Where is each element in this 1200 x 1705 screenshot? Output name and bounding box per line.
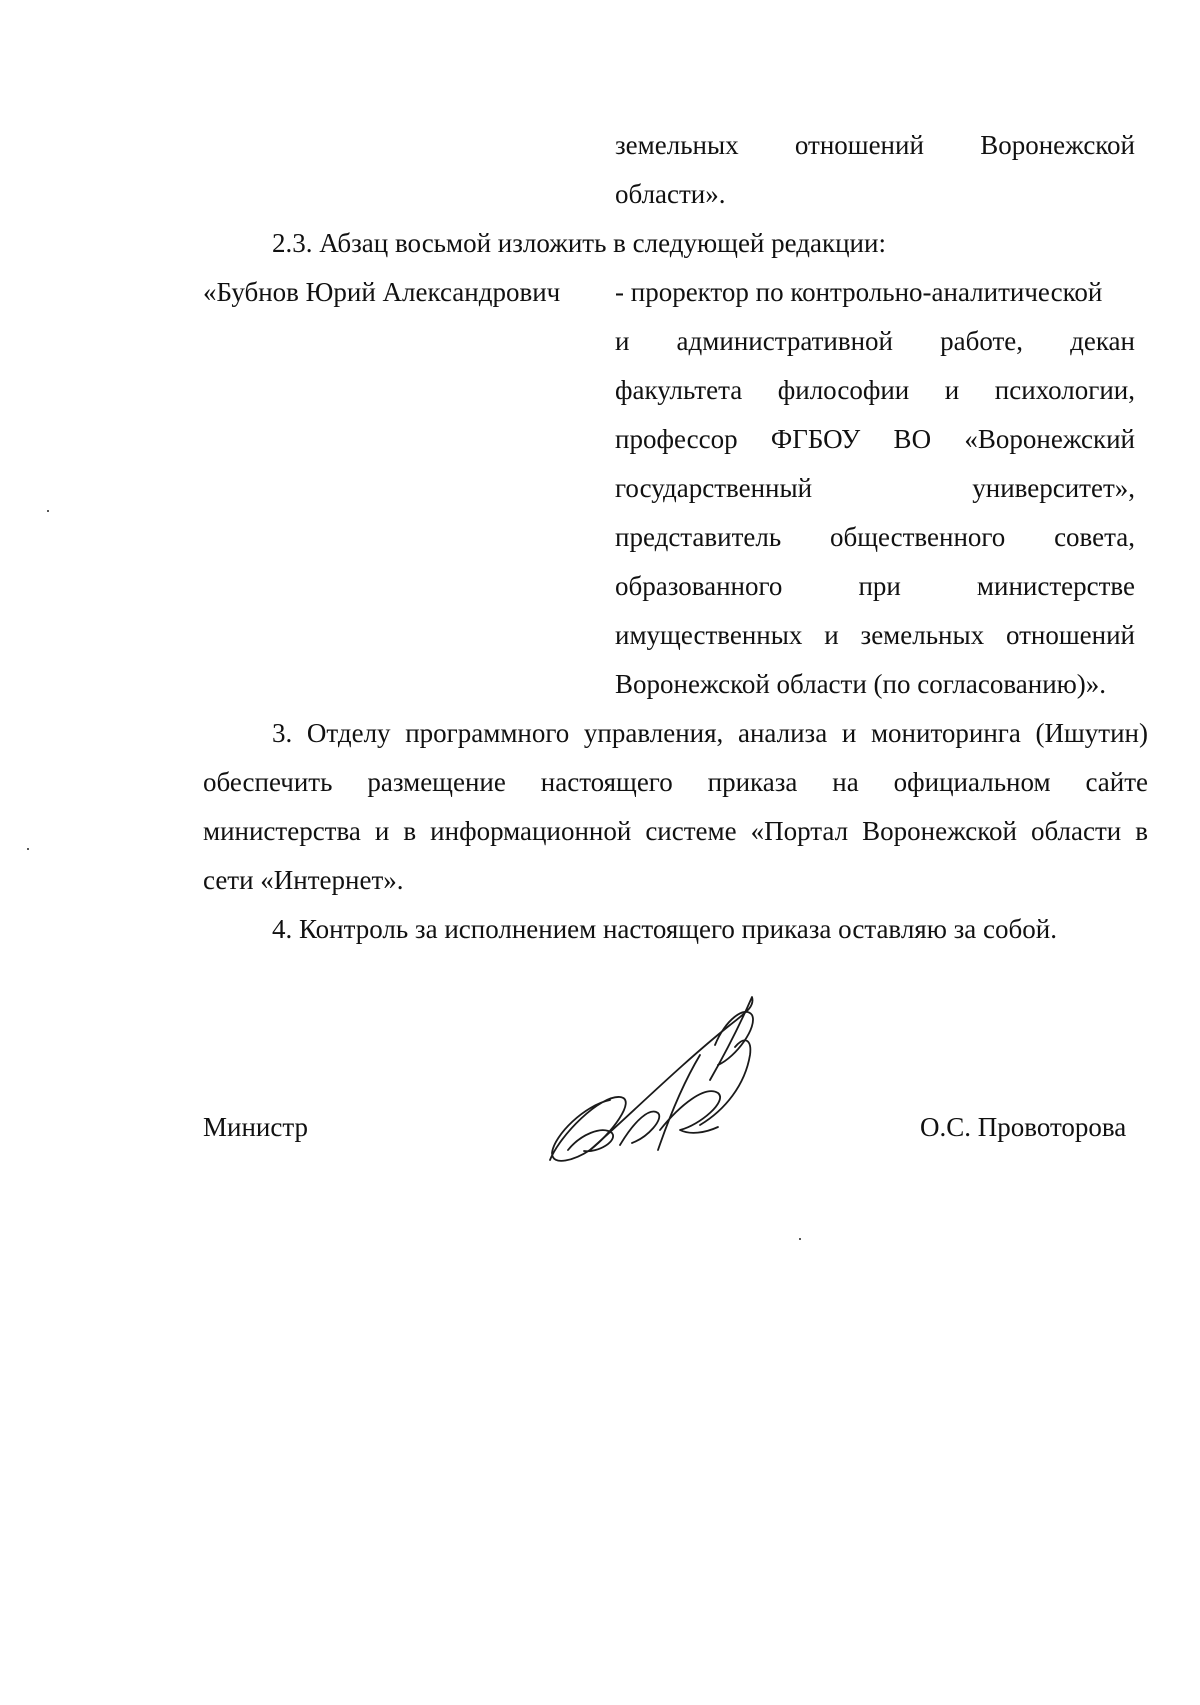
position-line-6: представитель общественного совета, xyxy=(615,522,1135,552)
signatory-title: Министр xyxy=(203,1112,308,1142)
item-3-line-3: министерства и в информационной системе «Портал Воронежской области в xyxy=(203,816,1148,846)
position-line-5: государственный университет», xyxy=(615,473,1135,503)
scan-speck xyxy=(47,510,49,512)
position-line-2: и административной работе, декан xyxy=(615,326,1135,356)
position-line-7: образованного при министерстве xyxy=(615,571,1135,601)
person-name: «Бубнов Юрий Александрович xyxy=(203,277,561,307)
position-line-4: профессор ФГБОУ ВО «Воронежский xyxy=(615,424,1135,454)
position-line-8: имущественных и земельных отношений xyxy=(615,620,1135,650)
item-3-line-1: 3. Отделу программного управления, анализа и мониторинга (Ишутин) xyxy=(272,718,1148,748)
item-3-line-4: сети «Интернет». xyxy=(203,865,404,895)
carry-over-line-1: земельных отношений Воронежской xyxy=(615,130,1135,160)
position-line-1: - проректор по контрольно-аналитической xyxy=(615,277,1103,307)
item-3-line-2: обеспечить размещение настоящего приказа на официальном сайте xyxy=(203,767,1148,797)
section-2-3-heading: 2.3. Абзац восьмой изложить в следующей редакции: xyxy=(272,228,886,258)
item-4-text: 4. Контроль за исполнением настоящего приказа оставляю за собой. xyxy=(272,914,1057,944)
scan-speck xyxy=(27,848,29,850)
position-line-3: факультета философии и психологии, xyxy=(615,375,1135,405)
handwritten-signature-icon xyxy=(540,985,800,1185)
carry-over-line-2: области». xyxy=(615,179,726,209)
scan-speck xyxy=(799,1238,801,1240)
position-line-9: Воронежской области (по согласованию)». xyxy=(615,669,1107,699)
signatory-name: О.С. Провоторова xyxy=(920,1112,1127,1142)
